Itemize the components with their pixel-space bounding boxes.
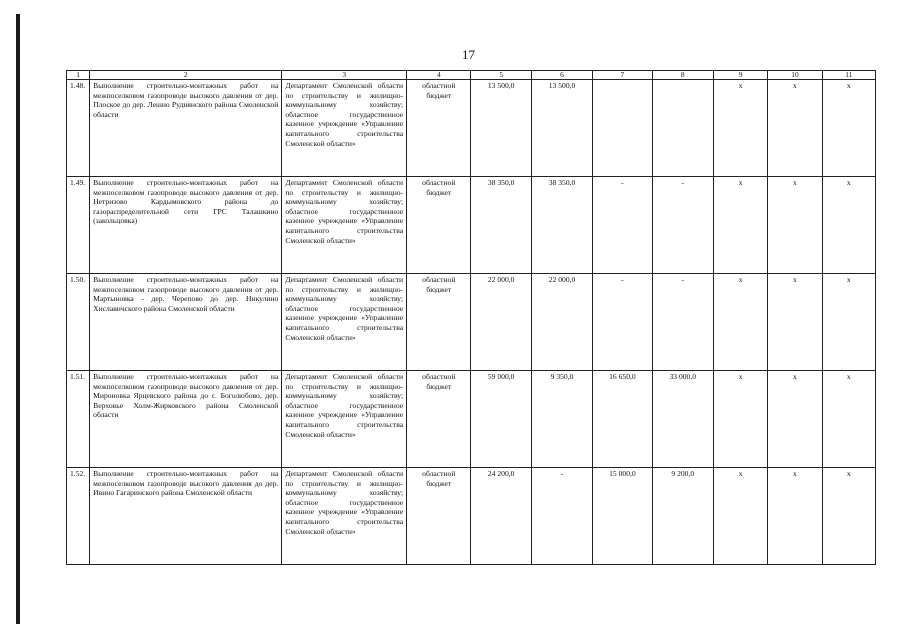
col-header: 2 (90, 71, 282, 80)
cell-col-11: х (822, 80, 875, 177)
program-table (66, 70, 876, 565)
page-number: 17 (462, 47, 475, 62)
amount-year-3 (652, 80, 713, 177)
amount-total: 22 000,0 (471, 274, 531, 371)
amount-year-1: 22 000,0 (531, 274, 592, 371)
cell-col-11: х (822, 177, 875, 274)
col-header: 11 (822, 71, 875, 80)
amount-year-3: - (652, 274, 713, 371)
table-row (67, 468, 876, 565)
amount-year-1: 38 350,0 (531, 177, 592, 274)
amount-total: 38 350,0 (471, 177, 531, 274)
amount-year-1: - (531, 468, 592, 565)
amount-year-1: 9 350,0 (531, 371, 592, 468)
work-description: Выполнение строительно-монтажных работ на межпоселковом газопроводе высокого давления от дер. Плоское до дер. Лешно Руднянского района Смоленской области (90, 80, 282, 177)
funding-source: областной бюджет (407, 468, 471, 565)
work-description: Выполнение строительно-монтажных работ на межпоселковом газопроводе высокого давления до дер. Ивино Гагаринского района Смоленской области (90, 468, 282, 565)
funding-source: областной бюджет (407, 80, 471, 177)
col-header: 1 (67, 71, 90, 80)
funding-source: областной бюджет (407, 371, 471, 468)
work-description: Выполнение строительно-монтажных работ на межпоселковом газопроводе высокого давления от дер. Мартыновка - дер. Черепово до дер. Никулино Хиславичского района Смоленской области (90, 274, 282, 371)
amount-year-2 (593, 80, 652, 177)
col-header: 9 (713, 71, 767, 80)
amount-year-3: 9 200,0 (652, 468, 713, 565)
table-row (67, 177, 876, 274)
cell-col-9: х (713, 468, 767, 565)
amount-year-2: 16 650,0 (593, 371, 652, 468)
cell-col-11: х (822, 371, 875, 468)
col-header: 8 (652, 71, 713, 80)
row-number: 1.48. (67, 80, 90, 177)
amount-year-2: 15 000,0 (593, 468, 652, 565)
cell-col-10: х (768, 177, 822, 274)
work-description: Выполнение строительно-монтажных работ на межпоселковом газопроводе высокого давления от дер. Мироновка Ярцевского района до с. Боголюбово, дер. Верховье Холм-Жирковского района Смоленской области (90, 371, 282, 468)
amount-year-3: 33 000,0 (652, 371, 713, 468)
amount-year-3: - (652, 177, 713, 274)
amount-year-2: - (593, 177, 652, 274)
cell-col-9: х (713, 371, 767, 468)
cell-col-10: х (768, 80, 822, 177)
row-number: 1.49. (67, 177, 90, 274)
amount-year-1: 13 500,0 (531, 80, 592, 177)
cell-col-9: х (713, 177, 767, 274)
cell-col-11: х (822, 274, 875, 371)
col-header: 10 (768, 71, 822, 80)
column-number-header (67, 71, 876, 80)
row-number: 1.50. (67, 274, 90, 371)
row-number: 1.51. (67, 371, 90, 468)
table-row (67, 80, 876, 177)
col-header: 4 (407, 71, 471, 80)
table-row (67, 371, 876, 468)
col-header: 3 (282, 71, 407, 80)
executor: Департамент Смоленской области по строительству и жилищно-коммунальному хозяйству; областное государственное казенное учреждение «Управление капитального строительства Смоленской области» (282, 274, 407, 371)
funding-source: областной бюджет (407, 177, 471, 274)
executor: Департамент Смоленской области по строительству и жилищно-коммунальному хозяйству; областное государственное казенное учреждение «Управление капитального строительства Смоленской области» (282, 371, 407, 468)
amount-year-2: - (593, 274, 652, 371)
col-header: 7 (593, 71, 652, 80)
table-row (67, 274, 876, 371)
cell-col-11: х (822, 468, 875, 565)
work-description: Выполнение строительно-монтажных работ на межпоселковом газопроводе высокого давления от дер. Нетризово Кардымовского района до газораспределительной сети ГРС Талашкино (закольцовка) (90, 177, 282, 274)
cell-col-10: х (768, 468, 822, 565)
cell-col-10: х (768, 274, 822, 371)
cell-col-9: х (713, 274, 767, 371)
funding-source: областной бюджет (407, 274, 471, 371)
cell-col-10: х (768, 371, 822, 468)
row-number: 1.52. (67, 468, 90, 565)
col-header: 6 (531, 71, 592, 80)
amount-total: 24 200,0 (471, 468, 531, 565)
binding-edge-line (16, 14, 20, 624)
executor: Департамент Смоленской области по строительству и жилищно-коммунальному хозяйству; областное государственное казенное учреждение «Управление капитального строительства Смоленской области» (282, 80, 407, 177)
executor: Департамент Смоленской области по строительству и жилищно-коммунальному хозяйству; областное государственное казенное учреждение «Управление капитального строительства Смоленской области» (282, 177, 407, 274)
amount-total: 59 000,0 (471, 371, 531, 468)
amount-total: 13 500,0 (471, 80, 531, 177)
cell-col-9: х (713, 80, 767, 177)
executor: Департамент Смоленской области по строительству и жилищно-коммунальному хозяйству; областное государственное казенное учреждение «Управление капитального строительства Смоленской области» (282, 468, 407, 565)
col-header: 5 (471, 71, 531, 80)
